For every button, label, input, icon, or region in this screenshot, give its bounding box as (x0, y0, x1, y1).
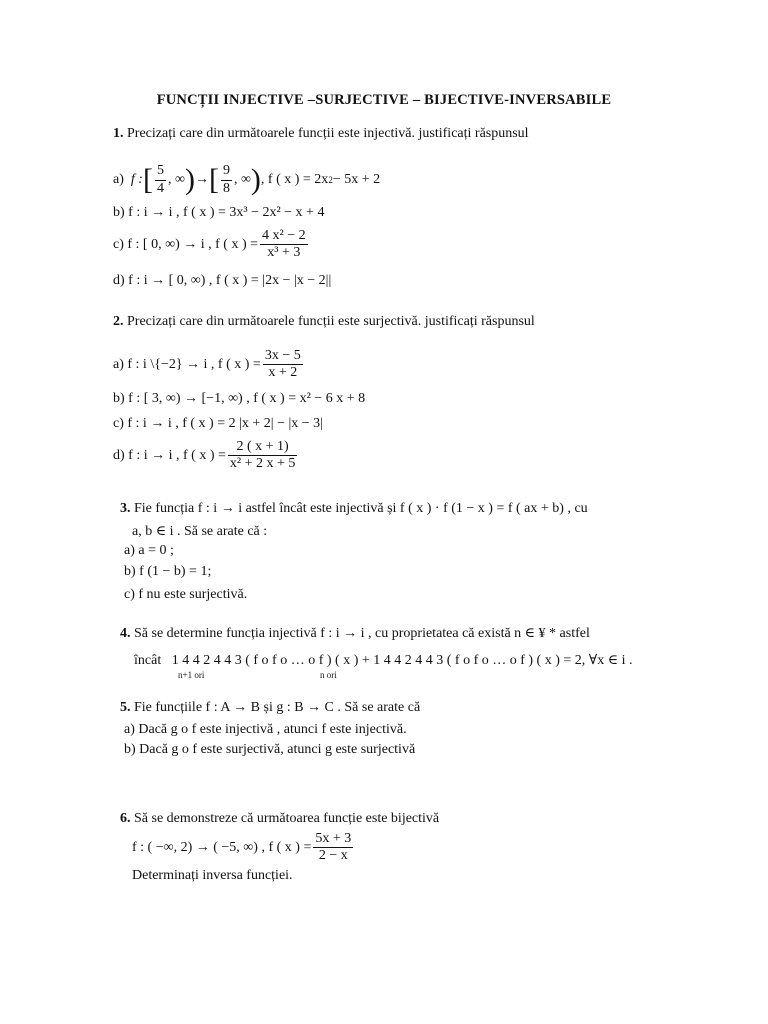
paren: ) (250, 163, 261, 196)
problem-text: Precizați care din următoarele funcții este surjectivă. justificați răspunsul (123, 314, 535, 329)
problem-text: Precizați care din următoarele funcții este injectivă. justificați răspunsul (123, 126, 529, 141)
problem-text: Să se demonstreze că următoarea funcție este bijectivă (130, 811, 440, 826)
problem-3b: b) f (1 − b) = 1; (124, 564, 212, 579)
fraction: $\frac{5}{4}$ (156, 163, 164, 196)
problem-2b: b) f : [ 3, ∞) → [−1, ∞) , f ( x ) = x² − 6 x + 8 (113, 391, 366, 406)
problem-text: Fie funcțiile f : A → B și g : B → C . Să se arate că (130, 700, 421, 715)
problem-number: 4. (120, 626, 131, 641)
fraction: $\frac{\text{4 x² − 2}}{\text{x³ + 3}}$ (262, 228, 306, 261)
problem-text: Fie funcția f : i → i astfel încât este injectivă și f ( x ) · f (1 − x ) = f ( ax + b) , cu (130, 501, 588, 516)
page-title: FUNCȚII INJECTIVE –SURJECTIVE – BIJECTIVE-INVERSABILE (156, 92, 612, 108)
problem-number: 1. (113, 126, 124, 141)
fraction: $\frac{9}{8}$ (222, 163, 230, 196)
paren: ) (184, 163, 195, 196)
fraction: $\frac{3x - 5}{x + 2}$ (264, 348, 301, 381)
problem-2c: c) f : i → i , f ( x ) = 2 |x + 2| − |x − 3| (113, 416, 323, 431)
problem-1-statement (113, 126, 529, 142)
problem-2d: d) f : i → i , f ( x ) = $\frac{2 ( x + 1)}{\text{x² + 2 x + 5}}$ (113, 439, 296, 472)
bracket: [ (142, 163, 153, 196)
fraction: $\frac{5x + 3}{2 - x}$ (315, 831, 352, 864)
problem-5a: a) Dacă g o f este injectivă , atunci f este injectivă. (124, 722, 407, 737)
function-name: f : (130, 172, 143, 187)
problem-3-line2: a, b ∈ i . Să se arate că : (132, 524, 268, 539)
problem-6-function: f : ( −∞, 2) → ( −5, ∞) , f ( x ) = $\frac{5x + 3}{2 - x}$ (132, 831, 352, 864)
problem-number: 3. (120, 501, 131, 516)
composition-equation: 1 4 4 2 4 4 3 ( f o f o … o f ) ( x ) + 1 4 4 2 4 4 3 ( f o f o … o f ) ( x ) = 2, ∀x ∈ i . (171, 653, 633, 668)
fraction: $\frac{2 ( x + 1)}{\text{x² + 2 x + 5}}$ (229, 439, 296, 472)
problem-4-statement (120, 625, 590, 642)
problem-4-line2: încât 1 4 4 2 4 4 3 ( f o f o … o f ) ( x ) + 1 4 4 2 4 4 3 ( f o f o … o f ) ( x ) = 2, ∀x ∈ i . (134, 653, 633, 668)
problem-1a: a) f : [ $\frac{5}{4}$ , ∞ ) → [ $\frac{9}{8}$ , ∞ ) , f ( x ) = 2x 2 − 5x + 2 (113, 163, 381, 196)
problem-number: 5. (120, 700, 131, 715)
interval-end: , ∞ (167, 172, 185, 187)
problem-6-line3: Determinați inversa funcției. (132, 868, 293, 883)
problem-number: 2. (113, 314, 124, 329)
problem-3c: c) f nu este surjectivă. (124, 587, 248, 602)
arrow: → (194, 172, 209, 187)
interval-end: , ∞ (233, 172, 251, 187)
bracket: [ (208, 163, 219, 196)
problem-1c: c) f : [ 0, ∞) → i , f ( x ) = $\frac{\text{4 x² − 2}}{\text{x³ + 3}}$ (113, 228, 306, 261)
problem-1b: b) f : i → i , f ( x ) = 3x³ − 2x² − x + 4 (113, 205, 325, 220)
problem-2-statement (113, 314, 535, 330)
problem-text: Să se determine funcția injectivă f : i → i , cu proprietatea că există n ∈ ¥ * astfel (130, 626, 590, 641)
problem-6-statement (120, 811, 439, 827)
problem-number: 6. (120, 811, 131, 826)
problem-1d: d) f : i → [ 0, ∞) , f ( x ) = |2x − |x − 2|| (113, 273, 332, 288)
problem-3a: a) a = 0 ; (124, 543, 174, 558)
problem-3-statement (120, 501, 588, 517)
underbrace-label: n ori (320, 670, 337, 680)
underbrace-label: n+1 ori (178, 670, 205, 680)
problem-5b: b) Dacă g o f este surjectivă, atunci g este surjectivă (124, 742, 416, 757)
problem-5-statement (120, 700, 420, 716)
problem-2a: a) f : i \{−2} → i , f ( x ) = $\frac{3x - 5}{x + 2}$ (113, 348, 301, 381)
item-label: a) (113, 172, 124, 187)
function-rule: , f ( x ) = 2x (260, 172, 329, 187)
